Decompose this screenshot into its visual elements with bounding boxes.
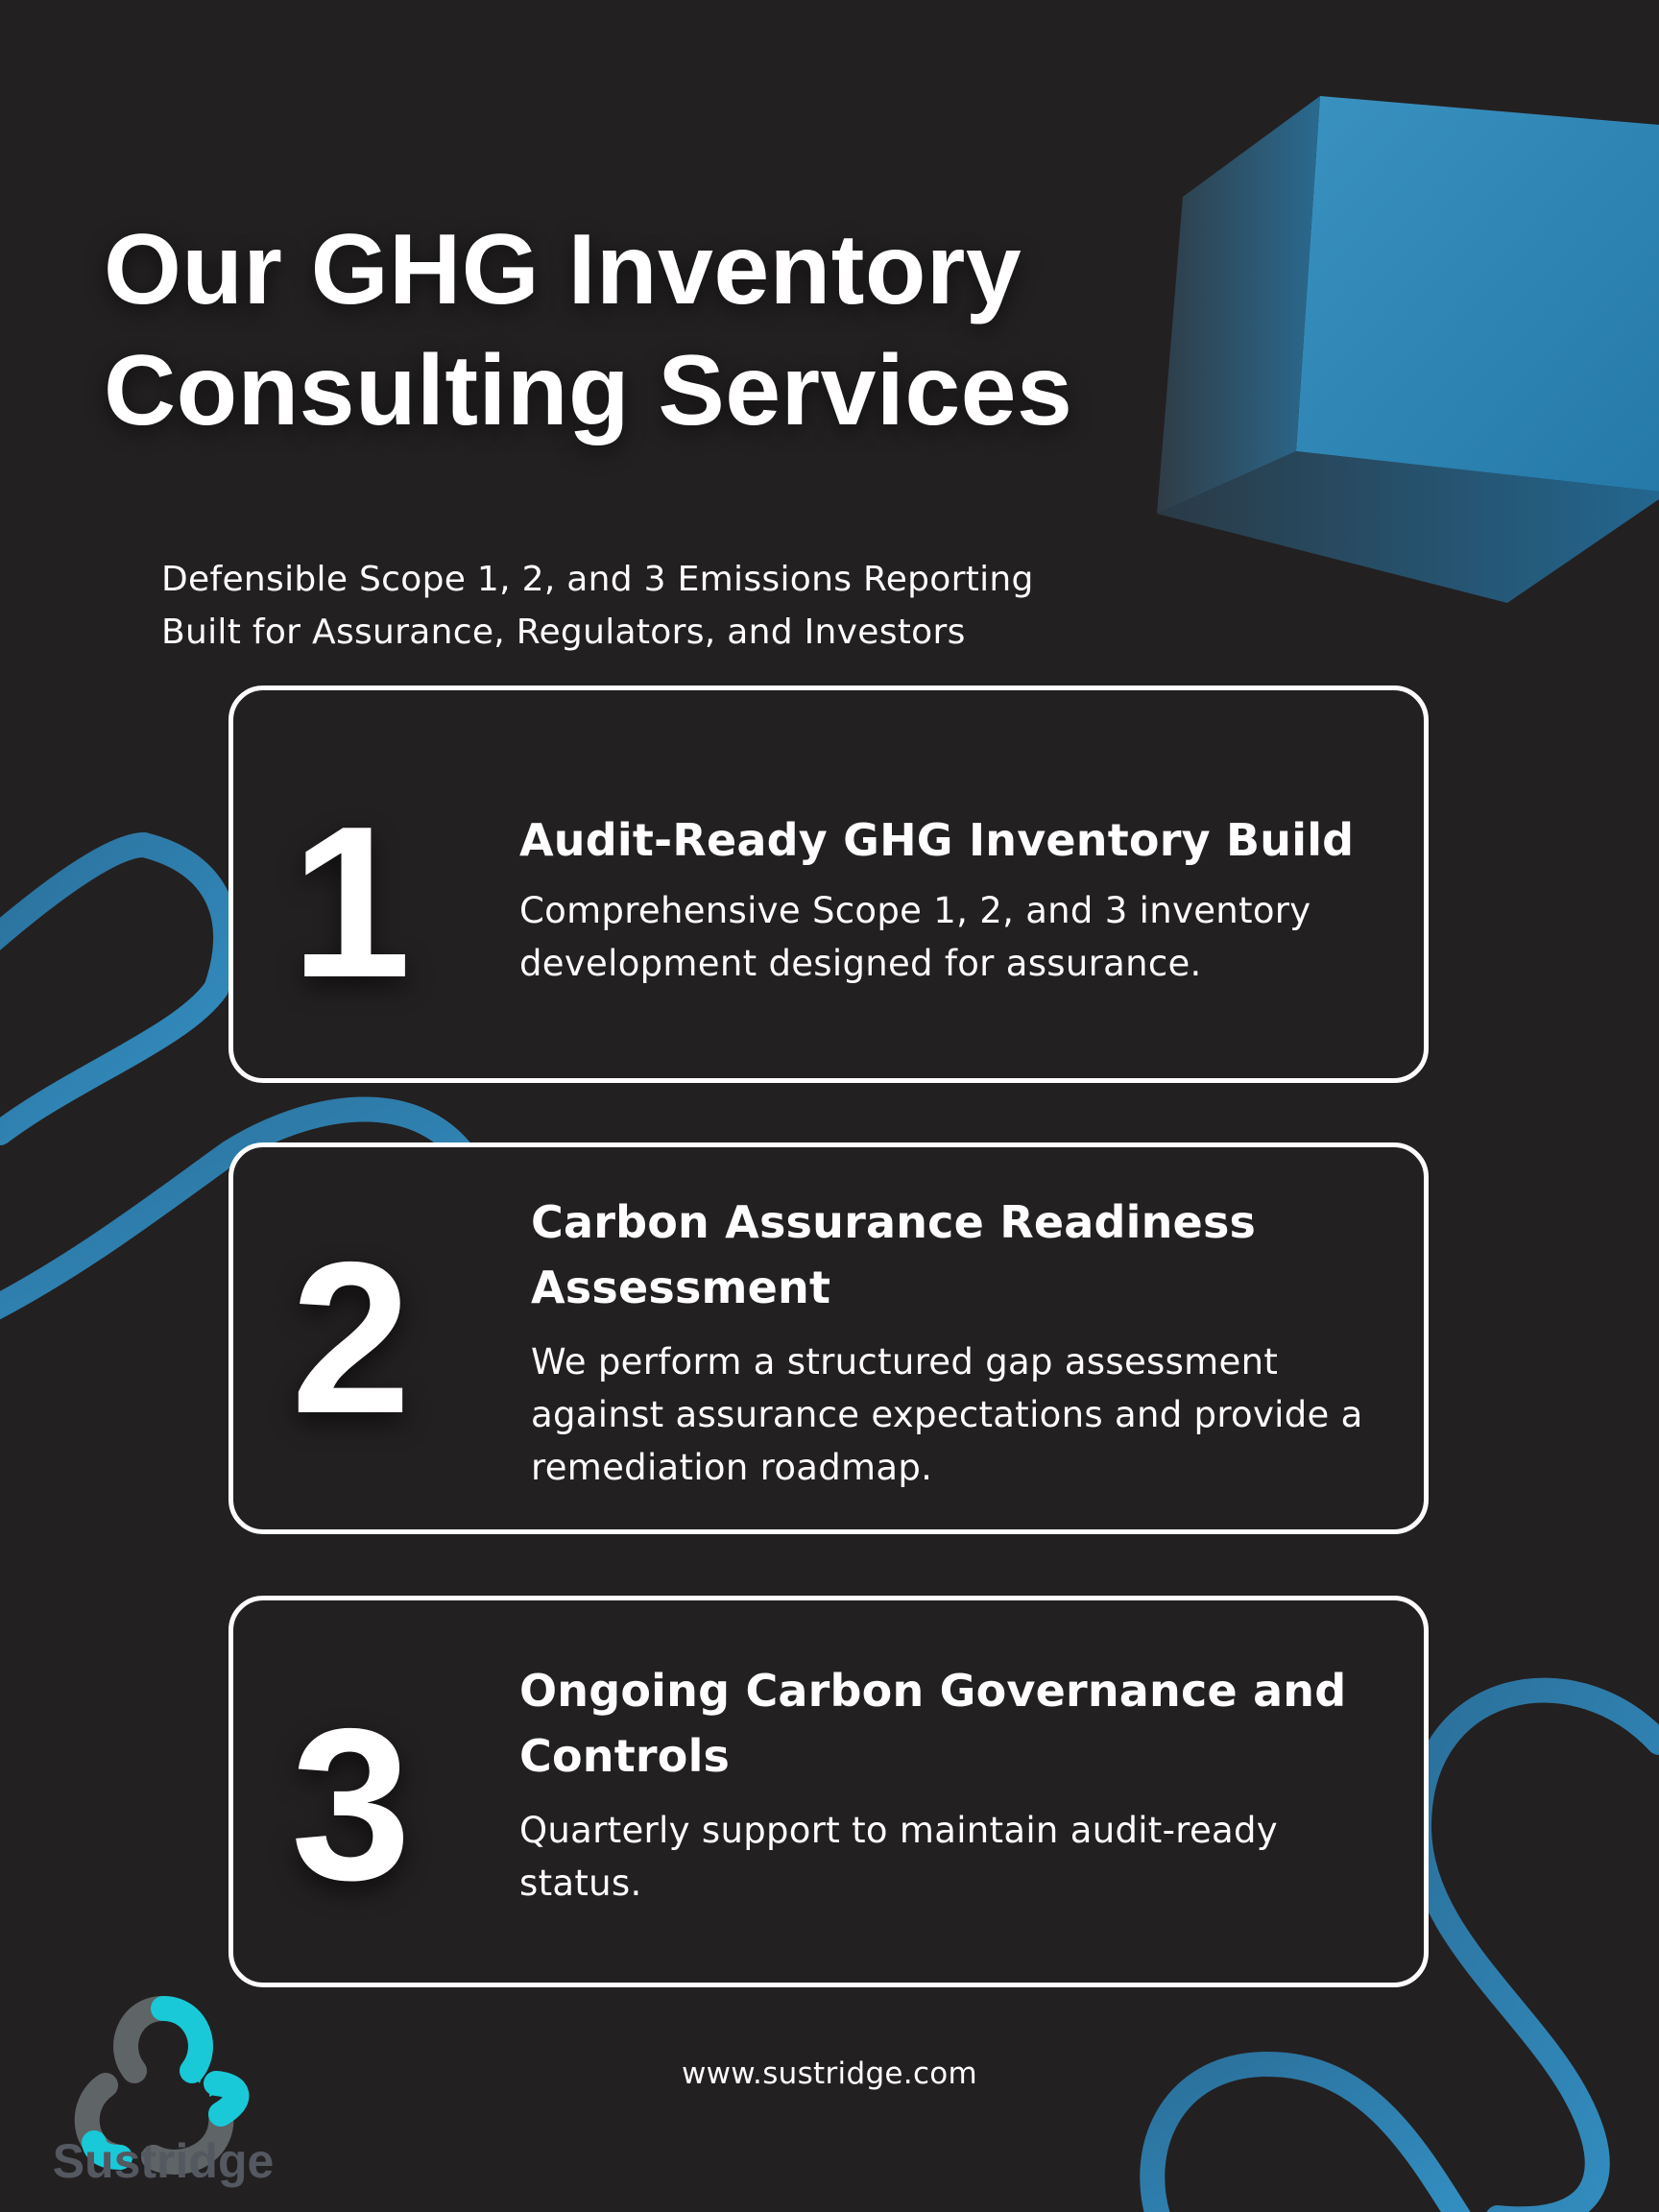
service-description-1 [519,884,1383,990]
subtitle-line-1: Defensible Scope 1, 2, and 3 Emissions Reporting [161,560,1034,599]
service-number-2: 2 [291,1216,412,1458]
page-title-line-2: Consulting Services [104,335,1073,446]
brand-name: Sustridge [52,2134,275,2188]
service-description-2 [531,1335,1395,1494]
service-description-2-line-1: We perform a structured gap assessment [531,1341,1279,1382]
service-title-3 [519,1658,1383,1789]
service-card-1 [228,685,1429,1083]
service-description-3-line-1: Quarterly support to maintain audit-ready [519,1810,1278,1851]
service-number-3: 3 [291,1683,412,1925]
service-title-1-line-1: Audit-Ready GHG Inventory Build [519,814,1355,866]
service-description-1-line-2: development designed for assurance. [519,943,1202,984]
service-description-3-line-2: status. [519,1863,642,1904]
service-title-2 [531,1190,1395,1320]
footer-website-link[interactable]: www.sustridge.com [681,2056,978,2091]
service-card-3 [228,1596,1429,1987]
service-title-2-line-1: Carbon Assurance Readiness [531,1196,1257,1248]
page-title [104,209,1072,451]
service-title-3-line-1: Ongoing Carbon Governance and [519,1665,1347,1717]
page-title-line-1: Our GHG Inventory [104,214,1022,325]
service-title-1 [519,807,1383,873]
service-card-2 [228,1142,1429,1534]
subtitle-line-2: Built for Assurance, Regulators, and Investors [161,613,966,652]
service-title-2-line-2: Assessment [531,1262,831,1313]
service-description-2-line-2: against assurance expectations and provide a [531,1394,1363,1435]
service-description-3 [519,1804,1383,1910]
service-title-3-line-2: Controls [519,1730,731,1782]
service-number-1: 1 [291,781,412,1022]
service-description-1-line-1: Comprehensive Scope 1, 2, and 3 inventory [519,890,1311,931]
page-subtitle [161,553,1034,659]
service-description-2-line-3: remediation roadmap. [531,1447,933,1488]
blue-cube-shape [1157,96,1659,603]
